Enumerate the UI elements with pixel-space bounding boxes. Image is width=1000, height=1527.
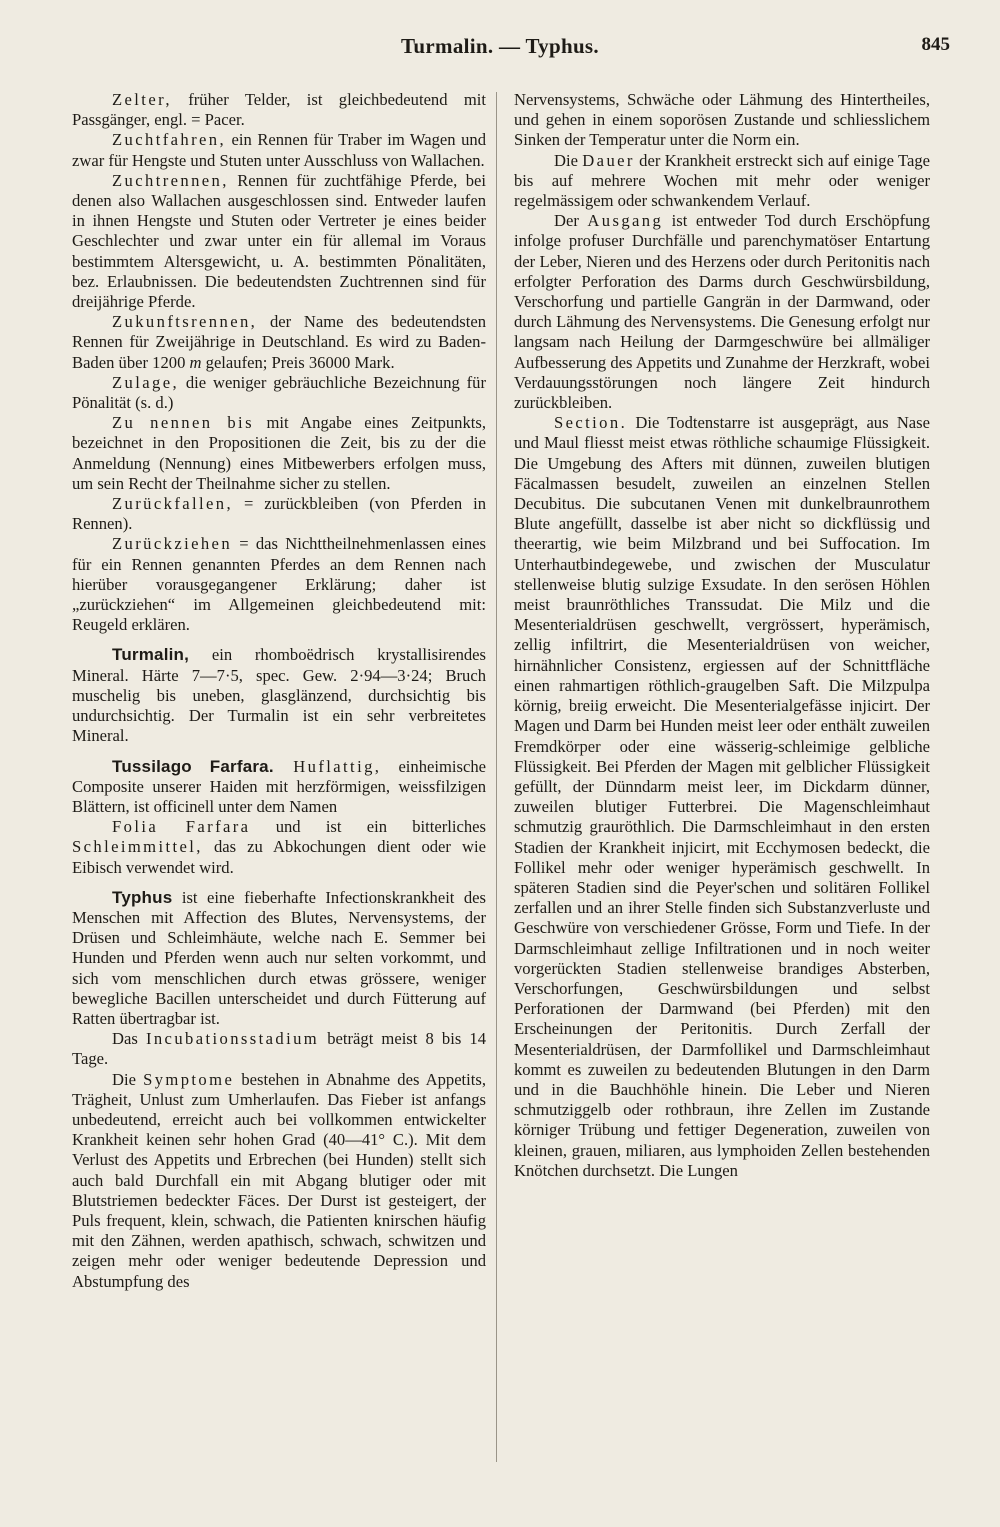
entry-zurueckziehen xyxy=(72,534,486,635)
text-typhus: ist eine fieberhafte Infectionskrankheit des Menschen mit Affection des Blutes, Nervensystems, der Drüsen und Schleimhäute, welche nach E. Semmer bei Hunden und Pferden wenn auch nur selten vorkommt, und sich vom menschlichen durch etwas grössere, weniger bewegliche Bacillen unterscheidet und durch Fütterung auf Ratten übertragbar ist. xyxy=(72,887,486,1028)
headword-turmalin: Turmalin, xyxy=(112,645,190,665)
term-zulage: Zulage, xyxy=(112,372,180,392)
term-zu-nennen-bis: Zu nennen bis xyxy=(112,413,254,433)
column-divider xyxy=(496,92,497,1462)
term-dauer: Dauer xyxy=(582,150,635,170)
term-zuchtrennen: Zuchtrennen, xyxy=(112,170,229,190)
text-tussilago-a: einheimische Composite unserer Haiden mit herzförmigen, weissfilzigen Blättern, ist officinell unter dem Namen xyxy=(72,756,486,816)
text-zulage: die weniger gebräuchliche Bezeichnung für Pönalität (s. d.) xyxy=(72,372,486,413)
spaced-schleimmittel: Schleimmittel, xyxy=(72,837,203,857)
entry-zuchtrennen xyxy=(72,171,486,312)
entry-zulage xyxy=(72,373,486,413)
term-zurueckfallen: Zurückfallen, xyxy=(112,494,234,514)
lead-ausgang: Der xyxy=(554,211,588,231)
headword-tussilago: Tussilago Farfara. xyxy=(112,756,274,776)
entry-turmalin xyxy=(72,645,486,746)
page-header xyxy=(0,34,1000,64)
text-zu-nennen-bis: mit Angabe eines Zeitpunkts, bezeichnet in den Propositionen die Zeit, bis zu der die Anmeldung (Nennung) eines Mitbewerbers erfolgen muss, um sein Recht der Theilnahme sicher zu stellen. xyxy=(72,413,486,493)
text-zurueckfallen: = zurückbleiben (von Pferden in Rennen). xyxy=(72,494,486,534)
lead-dauer: Die xyxy=(554,150,583,170)
term-zuchtfahren: Zuchtfahren, xyxy=(112,130,227,150)
entry-typhus xyxy=(72,888,486,1029)
text-zukunftsrennen-a: der Name des bedeutendsten Rennen für Zweijährige in Deutschland. Es wird zu Baden-Baden über 1200 xyxy=(72,312,486,372)
text-ausgang: ist entweder Tod durch Erschöpfung infolge profuser Durchfälle und parenchymatöser Entartung der Leber, Nieren und des Herzens oder durch Peritonitis nach erfolgter Perforation des Darms durch Geschwürsbildung, Verschorfung und partielle Gangrän in der Darmwand, oder durch Lähmung des Nervensystems. Die Genesung erfolgt nur langsam nach Heilung der Darmgeschwüre bei allmäliger Aufbesserung des Appetits und Zunahme der Herzkraft, wobei Verdauungsstörungen noch längere Zeit hindurch zurückbleiben. xyxy=(514,211,930,413)
entry-tussilago xyxy=(72,757,486,818)
text-incubation: beträgt meist 8 bis 14 Tage. xyxy=(72,1029,486,1069)
term-incubation: Incubationsstadium xyxy=(145,1029,320,1049)
unit-meter: m xyxy=(189,352,202,372)
spaced-huflattig: Huflattig, xyxy=(273,756,382,776)
entry-zukunftsrennen xyxy=(72,312,486,373)
term-zelter: Zelter, xyxy=(112,90,172,109)
text-turmalin: ein rhomboëdrisch krystallisirendes Mineral. Härte 7—7·5, spec. Gew. 2·94—3·24; Bruch muschelig bis uneben, glasglänzend, durchsichtig bis undurchsichtig. Der Turmalin ist ein sehr verbreitetes Mineral. xyxy=(72,645,486,746)
para-symptome xyxy=(72,1070,486,1292)
lead-symptome: Die xyxy=(112,1069,144,1089)
text-zukunftsrennen-b: gelaufen; Preis 36000 Mark. xyxy=(201,352,395,372)
text-dauer: der Krankheit erstreckt sich auf einige Tage bis auf mehrere Wochen mit mehr oder weniger regelmässigem oder schwankendem Verlauf. xyxy=(514,150,930,211)
text-section: Die Todtenstarre ist ausgeprägt, aus Nase und Maul fliesst meist etwas röthliche schaumige Flüssigkeit. Die Umgebung des Afters mit dünnen, zuweilen blutigen Fäcalmassen besudelt, zuweilen an einzelnen Stellen Decubitus. Die subcutanen Venen mit dunkelbraunrothem Blute angefüllt, dasselbe ist aber nicht so dickflüssig und theerartig, wie beim Milzbrand und bei Suffocation. Im Unterhautbindegewebe, und zwischen der Musculatur stellenweise blutig sulzige Exsudate. In den serösen Höhlen meist braunröthliches Transsudat. Die Milz und die Mesenterialdrüsen geschwellt, vergrössert, hyperämisch, zellig infiltrirt, die Mesenterialdrüsen von weicher, hirnähnlicher Consistenz, ergiessen auf der Schnittfläche einen rahmartigen röthlich-graugelben Saft. Die Milzpulpa körnig, breiig erweicht. Die Mesenterialgefässe injicirt. Der Magen und Darm bei Hunden meist leer oder enthält zuweilen Fremdkörper oder eine wässerig-schleimige gelbliche Flüssigkeit. Bei Pferden der Magen mit gelblicher Flüssigkeit gefüllt, der Dünndarm meist leer, im Dickdarm dünner, zuweilen blutiger Futterbrei. Die Magenschleimhaut schmutzig grauröthlich. Die Darmschleimhaut in den ersten Stadien der Krankheit injicirt, mit Ecchymosen bedeckt, die Follikel mehr oder weniger hyperämisch geschwellt. In späteren Stadien sind die Peyer'schen und solitären Follikel zerfallen und an ihrer Stelle finden sich Substanzverluste und Geschwüre von verschiedener Grösse, Form und Tiefe. In der Darmschleimhaut zellige Infiltrationen und in noch weiter vorgerückten Stadien stellenweise brandiges Absterben, Verschorfungen, Geschwürsbildungen und selbst Perforationen der Darmwand (bei Pferden) mit den Erscheinungen der Peritonitis. Durch Zerfall der Mesenterialdrüsen, der Darmfollikel und Darmschleimhaut kommt es zuweilen zu bedeutenden Blutungen in den Darm und in die Bauchhöhle hinein. Die Leber und Nieren schmutziggelb oder rothbraun, ihre Zellen im Zustande körniger Trübung und fettiger Degeneration, zuweilen von kleinen, grauen, miliaren, aus lymphoiden Zellen bestehenden Knötchen durchsetzt. Die Lungen xyxy=(514,413,930,1180)
para-incubation xyxy=(72,1029,486,1069)
text-tussilago-b: und ist ein bitterliches xyxy=(250,817,486,837)
entry-zu-nennen-bis xyxy=(72,413,486,494)
para-section xyxy=(514,413,930,1181)
term-symptome: Symptome xyxy=(143,1069,235,1089)
spaced-folia-farfara: Folia Farfara xyxy=(112,817,251,837)
text-zurueckziehen: = das Nichttheilnehmenlassen eines für ein Rennen genannten Pferdes an dem Rennen nach hierüber vorausgegangener Erklärung; daher ist „zurückziehen“ im Allgemeinen gleichbedeutend mit: Reugeld erklären. xyxy=(72,534,486,635)
text-zelter: früher Telder, ist gleichbedeutend mit Passgänger, engl. = Pacer. xyxy=(72,90,486,130)
para-dauer xyxy=(514,151,930,212)
term-zurueckziehen: Zurückziehen xyxy=(112,534,233,554)
entry-zurueckfallen xyxy=(72,494,486,534)
page-number: 845 xyxy=(921,34,950,55)
term-ausgang: Ausgang xyxy=(587,211,664,231)
para-ausgang xyxy=(514,211,930,413)
entry-zuchtfahren xyxy=(72,130,486,170)
running-title: Turmalin. — Typhus. xyxy=(401,34,599,58)
term-zukunftsrennen: Zukunftsrennen, xyxy=(112,312,258,332)
headword-typhus: Typhus xyxy=(112,887,173,907)
para-continuation: Nervensystems, Schwäche oder Lähmung des Hintertheiles, und gehen in einem soporösen Zustande und schliesslichem Sinken der Temperatur unter die Norm ein. xyxy=(514,90,930,150)
text-zuchtfahren: ein Rennen für Traber im Wagen und zwar für Hengste und Stuten unter Ausschluss von Wallachen. xyxy=(72,130,486,170)
entry-tussilago-cont xyxy=(72,817,486,878)
text-symptome: bestehen in Abnahme des Appetits, Trägheit, Unlust zum Umherlaufen. Das Fieber ist anfangs unbedeutend, erreicht auch bei vollkommen entwickelter Krankheit keinen sehr hohen Grad (40—41° C.). Mit dem Verlust des Appetits und Erbrechen (bei Hunden) stellt sich auch bald Durchfall ein mit Abgang blutiger oder mit Blutstriemen bedeckter Fäces. Der Durst ist gesteigert, der Puls frequent, klein, schwach, die Patienten knirschen häufig mit den Zähnen, werden apathisch, schwach, schwitzen und zeigen mehr oder weniger bedeutende Depression und Abstumpfung des xyxy=(72,1069,486,1291)
text-zuchtrennen: Rennen für zuchtfähige Pferde, bei denen also Wallachen ausgeschlossen sind. Entweder laufen in ihnen Hengste und Stuten oder Vertreter je eines beider Geschlechter und zwar unter ein für allemal im Voraus bestimmtem Altersgewicht, u. A. bestimmten Pönalitäten, bez. Erlaubnissen. Die bedeutendsten Zuchtrennen sind für dreijährige Pferde. xyxy=(72,170,486,312)
lead-incubation: Das xyxy=(112,1029,146,1049)
text-tussilago-c: das zu Abkochungen dient oder wie Eibisch verwendet wird. xyxy=(72,837,486,877)
term-section: Section. xyxy=(554,413,628,433)
right-column xyxy=(514,90,930,1181)
entry-zelter xyxy=(72,90,486,130)
left-column xyxy=(72,90,486,1292)
